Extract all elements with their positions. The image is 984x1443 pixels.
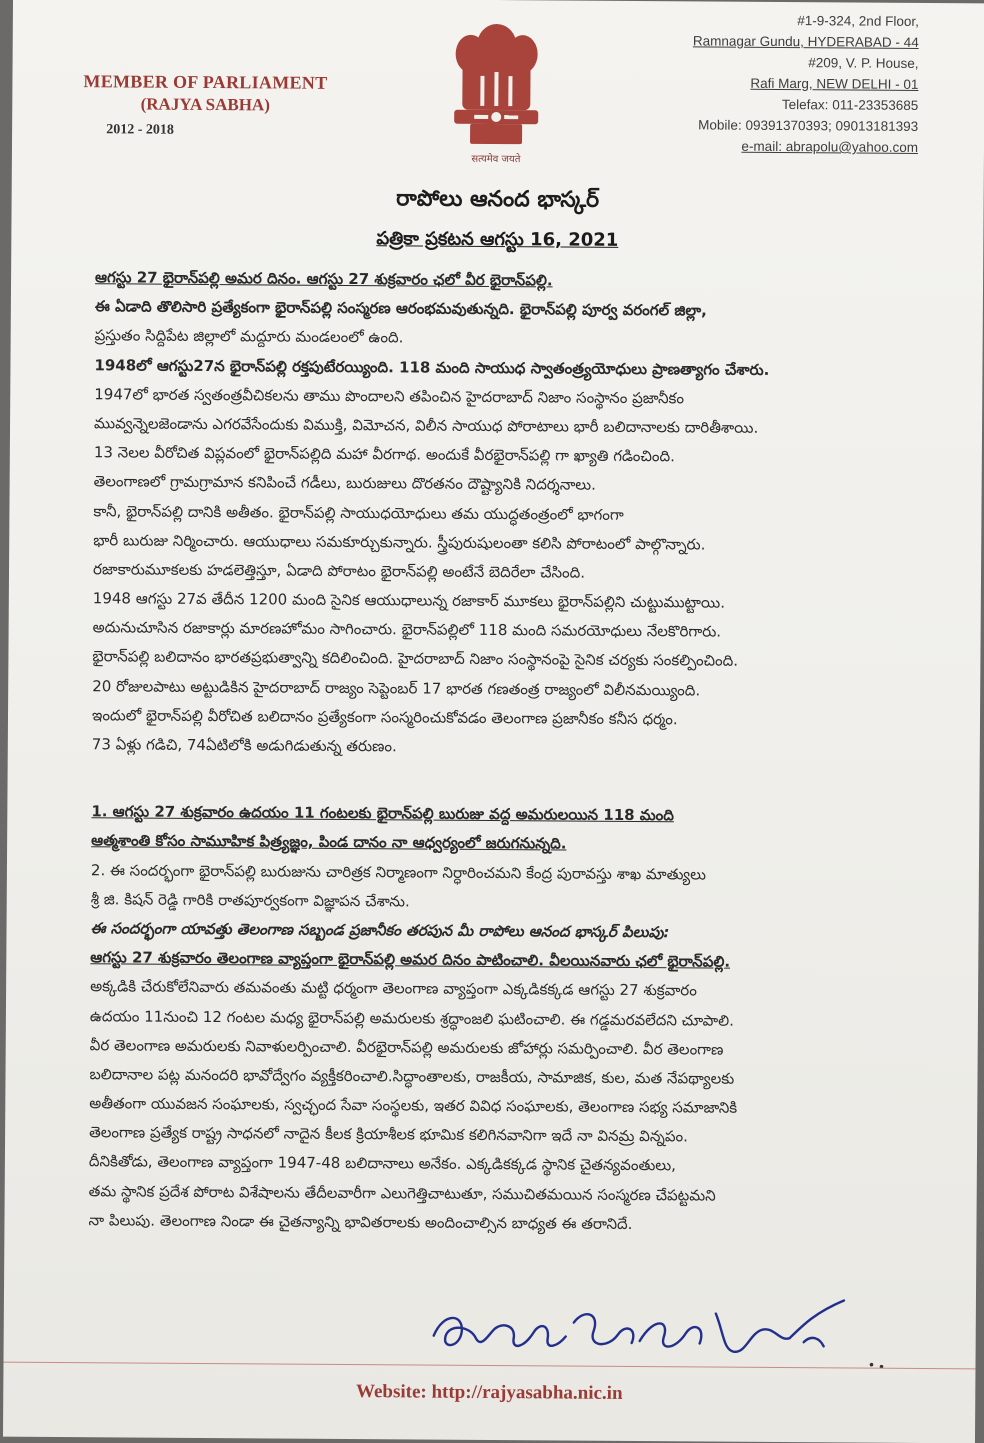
body-line: బలిదానాల పట్ల మనందరి భావోద్వేగం వ్యక్తీకరించాలి.సిద్ధాంతాలకు, రాజకీయ, సామాజిక, కుల, మత నేపథ్యాలకు: [89, 1065, 735, 1088]
footer-website[interactable]: Website: http://rajyasabha.nic.in: [355, 1381, 623, 1404]
mobile: Mobile: 09391370393; 09013181393: [698, 117, 919, 134]
body-line: ఈ ఏడాది తొలిసారి ప్రత్యేకంగా భైరాన్‌పల్లి సంస్మరణ ఆరంభమవుతున్నది. భైరాన్‌పల్లి పూర్వ వరంగల్ జిల్లా,: [94, 297, 707, 320]
body-line: ప్రస్తుతం సిద్దిపేట జిల్లాలో మద్దూరు మండలంలో ఉంది.: [94, 326, 404, 347]
body-line: ఉదయం 11నుంచి 12 గంటల మధ్య భైరాన్‌పల్లి అమరులకు శ్రద్ధాంజలి ఘటించాలి. ఈ గడ్డమరవలేదని చూపాలి.: [89, 1006, 734, 1030]
body-line: అదునుచూసిన రజాకార్లు మారణహోమం సాగించారు. భైరాన్‌పల్లిలో 118 మంది సమరయోధులు నేలకొరిగారు.: [92, 618, 722, 641]
body-line: ఈ సందర్భంగా యావత్తు తెలంగాణ సబ్బండ ప్రజానీకం తరపున మీ రాపోలు ఆనంద భాస్కర్ పిలుపు:: [90, 919, 670, 942]
body-line: 2. ఈ సందర్భంగా భైరాన్‌పల్లి బురుజును చారిత్రక నిర్మాణంగా నిర్ధారించమని కేంద్ర పురావస్తు శాఖ మాత్యులు: [90, 860, 707, 884]
paragraph-gap: [91, 759, 951, 803]
letter-body: [88, 263, 955, 1241]
letterhead-title-block: [74, 71, 336, 140]
address-line: #1-9-324, 2nd Floor,: [797, 13, 919, 29]
body-line: అక్కడికి చేరుకోలేనివారు తమవంతు మట్టి ధర్మంగా తెలంగాణ వ్యాప్తంగా ఎక్కడికక్కడ ఆగస్టు 27 శుక్రవారం: [90, 977, 697, 1000]
body-line: ఇందులో భైరాన్‌పల్లి వీరోచిత బలిదానం ప్రత్యేకంగా సంస్మరించుకోవడం తెలంగాణ ప్రజానీకం కనీస ధర్మం.: [91, 706, 678, 729]
body-line: 1. ఆగస్టు 27 శుక్రవారం ఉదయం 11 గంటలకు భైరాన్‌పల్లి బురుజు వద్ద అమరులయిన 118 మంది: [91, 802, 674, 825]
body-line: 1948లో ఆగస్టు27న భైరాన్‌పల్లి రక్తపుటేరయ్యింది. 118 మంది సాయుధ స్వాతంత్ర్యయోధులు ప్రాణత్యాగం చేశారు.: [94, 355, 770, 379]
body-line: శ్రీ జి. కిషన్ రెడ్డి గారికి రాతపూర్వకంగా విజ్ఞాపన చేశాను.: [90, 889, 410, 911]
body-line: తెలంగాణ ప్రత్యేక రాష్ట్ర సాధనలో నాదైన కీలక క్రియాశీలక భూమిక కలిగినవానిగా ఇదే నా వినమ్ర విన్నపం.: [89, 1123, 688, 1146]
letterhead-house: (RAJYA SABHA): [140, 94, 270, 115]
address-line: #209, V. P. House,: [808, 55, 919, 71]
body-line: ఆగస్టు 27 భైరాన్‌పల్లి అమర దినం. ఆగస్టు 27 శుక్రవారం ఛలో వీర భైరాన్‌పల్లి.: [95, 268, 553, 290]
body-line: దీనికితోడు, తెలంగాణ వ్యాప్తంగా 1947-48 బలిదానాలు అనేకం. ఎక్కడికక్కడ స్థానిక చైతన్యవంతులు,: [88, 1152, 677, 1175]
body-line: కానీ, భైరాన్‌పల్లి దానికి అతీతం. భైరాన్‌పల్లి సాయుధయోధులు తమ యుద్ధతంత్రంలో భాగంగా: [93, 501, 624, 524]
body-line: 1948 ఆగస్టు 27వ తేదీన 1200 మంది సైనిక ఆయుధాలున్న రజాకార్ మూకలు భైరాన్‌పల్లిని చుట్టుముట్టాయి.: [92, 589, 726, 612]
body-line: 20 రోజులపాటు అట్టుడికిన హైదరాబాద్ రాజ్యం సెప్టెంబర్ 17 భారత గణతంత్ర రాజ్యంలో విలీనమయ్యింది.: [92, 676, 701, 700]
body-line: మువ్వన్నెలజెండాను ఎగరవేసేందుకు విముక్తి, విమోచన, విలీన సాయుధ పోరాటాలు భారీ బలిదానాలకు దారితీశాయి.: [93, 414, 759, 437]
address-line: Rafi Marg, NEW DELHI - 01: [750, 75, 919, 92]
body-line: ఆత్మశాంతి కోసం సామూహిక పిత్ర్యజ్ఞం, పిండ దానం నా ఆధ్వర్యంలో జరుగనున్నది.: [91, 831, 567, 853]
letter-page: [3, 0, 984, 1443]
letterhead-title: MEMBER OF PARLIAMENT: [83, 71, 328, 93]
letterhead-address: [692, 9, 919, 158]
email-link[interactable]: e-mail: abrapolu@yahoo.com: [741, 138, 919, 155]
letterhead-term: 2012 - 2018: [106, 122, 174, 138]
press-release-heading: పత్రికా ప్రకటన ఆగస్టు 16, 2021: [376, 228, 619, 251]
body-line: నా పిలుపు. తెలంగాణ నిండా ఈ చైతన్యాన్ని భావితరాలకు అందించాల్సిన బాధ్యత ఈ తరానిదే.: [88, 1210, 633, 1233]
body-line: తమ స్థానిక ప్రదేశ పోరాట విశేషాలను తేదీలవారీగా ఎలుగెత్తిచాటుతూ, సముచితమయిన సంస్మరణ చేపట్టమని: [88, 1181, 716, 1205]
body-line: ఆగస్టు 27 శుక్రవారం తెలంగాణ వ్యాప్తంగా భైరాన్‌పల్లి అమర దినం పాటించాలి. వీలయినవారు ఛలో భైరాన్‌పల్లి.: [90, 948, 731, 971]
body-line: 73 ఏళ్లు గడిచి, 74ఏటిలోకి అడుగిడుతున్న తరుణం.: [91, 735, 397, 756]
telefax: Telefax: 011-23353685: [781, 96, 919, 113]
body-line: అతీతంగా యువజన సంఘాలకు, స్వచ్ఛంద సేవా సంస్థలకు, ఇతర వివిధ సంఘాలకు, తెలంగాణ సభ్య సమాజానికి: [89, 1094, 738, 1117]
body-line: భైరాన్‌పల్లి బలిదానం భారతప్రభుత్వాన్ని కదిలించింది. హైదరాబాద్ నిజాం సంస్థానంపై సైనిక చర్యకు సంకల్పించింది.: [92, 647, 739, 671]
body-line: వీర తెలంగాణ అమరులకు నివాళులర్పించాలి. వీరభైరాన్‌పల్లి అమరులకు జోహార్లు సమర్పించాలి. వీర తెలంగాణ: [89, 1035, 724, 1059]
sender-name: రాపోలు ఆనంద భాస్కర్: [396, 186, 600, 213]
national-emblem-icon: [440, 18, 553, 169]
body-line: 1947లో భారత స్వతంత్రవీచికలను తాము పొందాలని తపించిన హైదరాబాద్ నిజాం సంస్థానం ప్రజానీకం: [94, 384, 685, 408]
emblem-motto: सत्यमेव जयते: [471, 153, 521, 166]
body-line: భారీ బురుజు నిర్మించారు. ఆయుధాలు సమకూర్చుకున్నారు. స్త్రీపురుషులంతా కలిసి పోరాటంలో పాల్గొన్నారు.: [93, 530, 706, 554]
address-line: Ramnagar Gundu, HYDERABAD - 44: [692, 33, 919, 50]
body-line: తెలంగాణలో గ్రామగ్రామాన కనిపించే గడీలు, బురుజులు దొరతనం దౌష్ట్యానికి నిదర్శనాలు.: [93, 472, 596, 495]
body-line: రజాకారుమూకలకు హడలెత్తిస్తూ, ఏడాది పోరాటం భైరాన్‌పల్లి అంటేనే బెదిరేలా చేసింది.: [92, 560, 586, 582]
body-line: 13 నెలల వీరోచిత విప్లవంలో భైరాన్‌పల్లిది మహా వీరగాథ. అందుకే వీరభైరాన్‌పల్లి గా ఖ్యాతి గడించింది.: [93, 443, 675, 466]
signature: [423, 1292, 894, 1375]
